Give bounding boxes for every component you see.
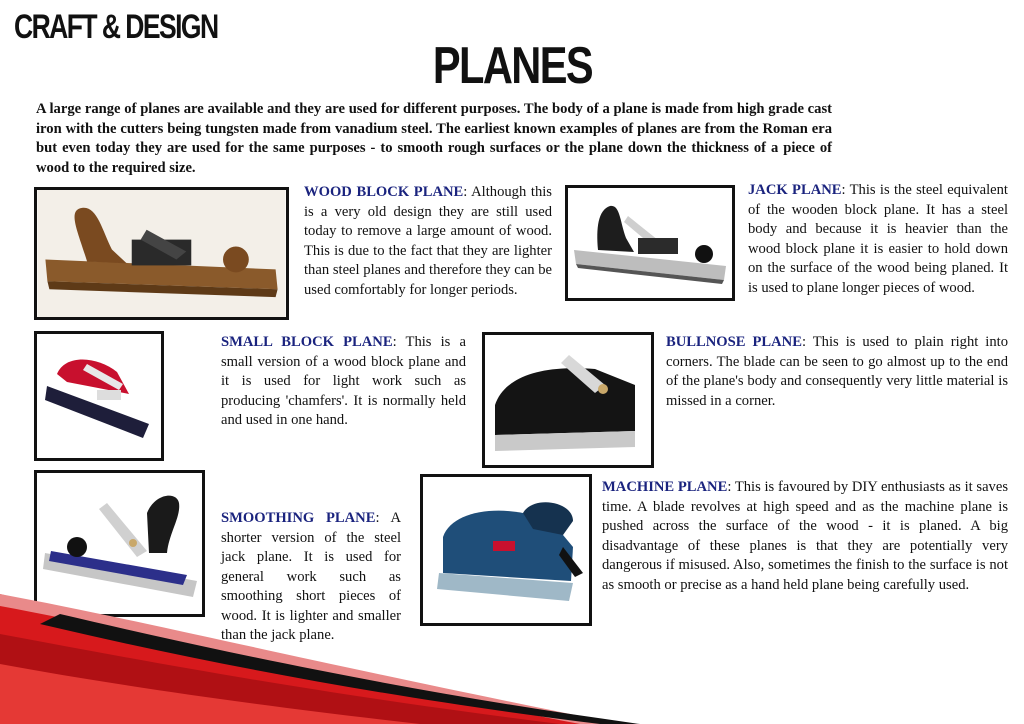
machine-plane-text: : This is favoured by DIY enthusiasts as it saves time. A blade revolves at high speed and as the machine plane is pushed across the surface of the wood - it is planed. A big disadvantage of these planes is that they are potentially very dangerous if misused. Also, sometimes the finish to the surface is not as smooth or precise as a hand held plane being carefully used. xyxy=(602,479,1009,593)
jack-plane-description xyxy=(748,181,1008,298)
machine-plane-name: MACHINE PLANE xyxy=(602,479,728,495)
smoothing-plane-text: : A shorter version of the steel jack plane. It is used for general work such as smoothing short pieces of wood. It is lighter and smaller than the jack plane. xyxy=(221,510,402,643)
small-block-plane-illustration xyxy=(37,334,161,458)
bullnose-plane-name: BULLNOSE PLANE xyxy=(666,334,802,350)
smoothing-plane-illustration xyxy=(37,473,202,614)
jack-plane-text: : This is the steel equivalent of the wooden block plane. It has a steel body and because it is heavier than the wood block plane it is easier to hold down on the surface of the wood being planed. It is used to plane longer pieces of wood. xyxy=(748,182,1008,296)
decorative-swoosh xyxy=(0,594,1024,724)
wood-block-plane-illustration xyxy=(37,190,286,317)
page-title-text: PLANES xyxy=(432,37,592,95)
small-block-plane-description xyxy=(221,333,466,431)
smoothing-plane-name: SMOOTHING PLANE xyxy=(221,510,376,526)
bullnose-plane-text: : This is used to plain right into corners. The blade can be seen to go almost up to the end of the plane's body and consequently very little material is missed in a corner. xyxy=(666,334,1008,409)
machine-plane-description xyxy=(602,478,1008,595)
small-block-plane-image xyxy=(34,331,164,461)
bullnose-plane-image xyxy=(482,332,654,468)
small-block-plane-text: : This is a small version of a wood block plane and it is used for light work such as producing 'chamfers'. It is normally held and used in one hand. xyxy=(221,334,466,428)
bullnose-plane-illustration xyxy=(485,335,651,465)
small-block-plane-name: SMALL BLOCK PLANE xyxy=(221,334,393,350)
wood-block-plane-description xyxy=(304,183,552,300)
jack-plane-name: JACK PLANE xyxy=(748,182,842,198)
jack-plane-image xyxy=(565,185,735,301)
wood-block-plane-text: : Although this is a very old design they are still used today to remove a large amount of wood. This is due to the fact that they are lighter than steel planes and therefore they can be used comfortably for longer periods. xyxy=(304,184,552,298)
brand-title: CRAFT & DESIGN xyxy=(14,8,218,46)
page-title xyxy=(0,36,1024,96)
wood-block-plane-name: WOOD BLOCK PLANE xyxy=(304,184,464,200)
intro-paragraph: A large range of planes are available and they are used for different purposes. The body of a plane is made from high grade cast iron with the cutters being tungsten made from vanadium steel. The earliest known examples of planes are from the Roman era but even today they are used for the same purposes - to smooth rough surfaces or the plane down the thickness of a piece of wood to the required size. xyxy=(36,101,832,176)
wood-block-plane-image xyxy=(34,187,289,320)
bullnose-plane-description xyxy=(666,333,1008,411)
jack-plane-illustration xyxy=(568,188,732,298)
